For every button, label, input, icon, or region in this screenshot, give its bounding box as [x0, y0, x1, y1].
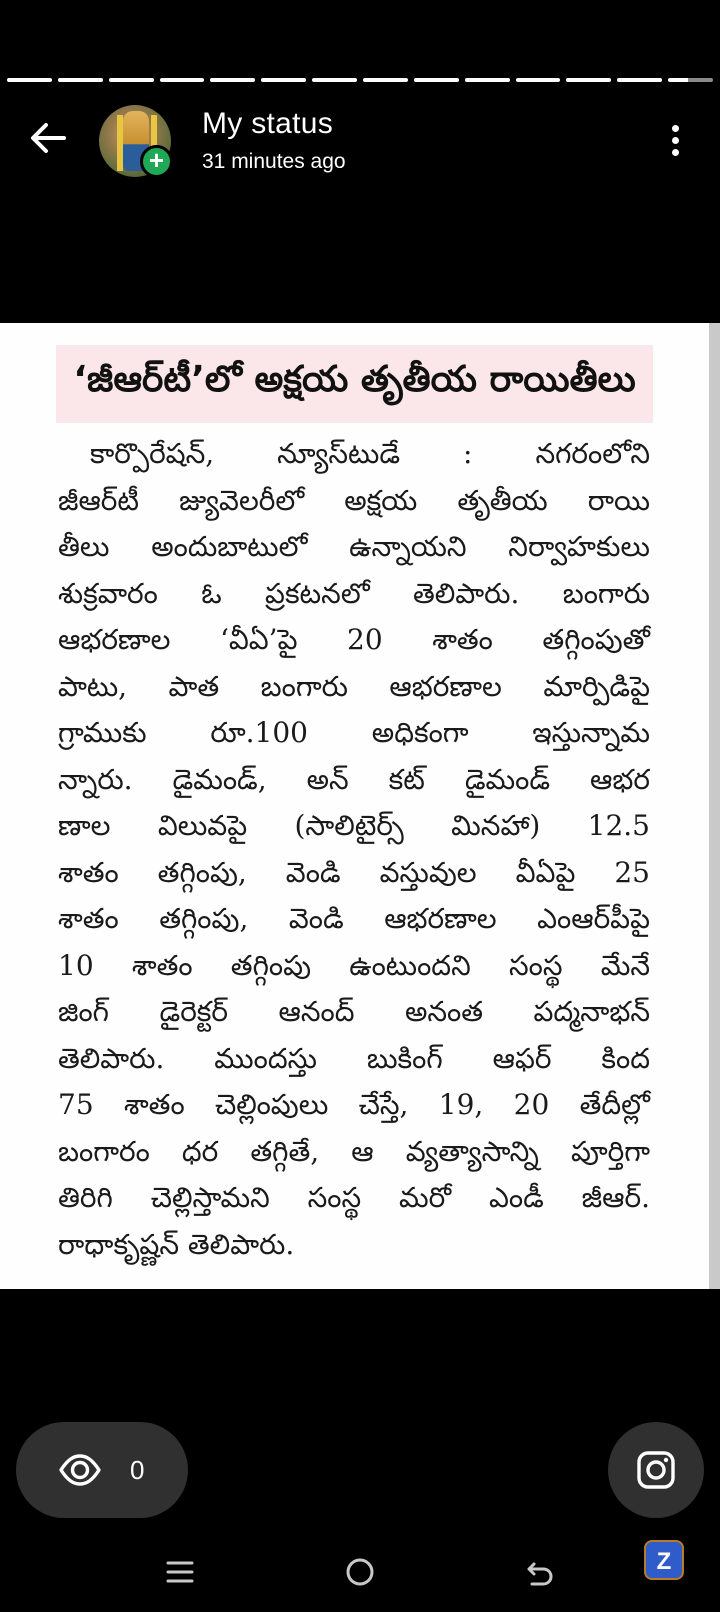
article-line: జీఆర్‌టీ జ్యువెలరీలో అక్షయ తృతీయ రాయి — [58, 483, 650, 517]
back-icon — [524, 1556, 556, 1588]
headline-box — [56, 345, 653, 423]
article-line: న్నారు. డైమండ్‌, అన్‌ కట్‌ డైమండ్‌ ఆభర — [58, 762, 650, 796]
progress-segment — [617, 78, 662, 82]
overlay-app-icon[interactable]: Z — [644, 1540, 684, 1580]
progress-segment — [566, 78, 611, 82]
add-status-icon[interactable]: + — [140, 145, 173, 178]
article-line: తెలిపారు. ముందస్తు బుకింగ్‌ ఆఫర్‌ కింద — [58, 1041, 650, 1075]
back-button[interactable] — [22, 112, 74, 164]
arrow-left-icon — [28, 118, 68, 158]
clipping-article — [58, 431, 650, 1268]
clipping-headline: ‘జీఆర్‌టీ’లో అక్షయ తృతీయ రాయితీలు — [73, 359, 636, 400]
progress-segment — [210, 78, 255, 82]
article-line: ఆభరణాల ‘వీఏ’పై 20 శాతం తగ్గింపుతో — [58, 623, 650, 656]
progress-segment — [261, 78, 306, 82]
article-line: గ్రాముకు రూ.100 అధికంగా ఇస్తున్నామ — [58, 716, 650, 749]
article-line: కార్పొరేషన్‌, న్యూస్‌టుడే : నగరంలోని — [90, 437, 650, 470]
progress-segment — [668, 78, 713, 82]
article-line: ణాల విలువపై (సాలిటైర్స్‌ మినహా) 12.5 — [58, 809, 650, 842]
status-title: My status — [202, 107, 334, 140]
status-timestamp: 31 minutes ago — [202, 150, 346, 173]
progress-segment — [516, 78, 561, 82]
progress-segment — [160, 78, 205, 82]
instagram-icon — [636, 1450, 676, 1490]
eye-icon — [58, 1448, 102, 1492]
home-icon — [344, 1556, 376, 1588]
status-progress-bar — [7, 78, 713, 83]
views-button[interactable] — [16, 1422, 188, 1518]
progress-segment — [363, 78, 408, 82]
recents-button[interactable] — [148, 1540, 212, 1604]
article-line: శుక్రవారం ఓ ప్రకటనలో తెలిపారు. బంగారు — [58, 576, 650, 610]
article-line: రాధాకృష్ణన్‌ తెలిపారు. — [58, 1227, 295, 1261]
back-nav-button[interactable] — [508, 1540, 572, 1604]
article-line: 75 శాతం చెల్లింపులు చేస్తే, 19, 20 తేదీల్లో — [58, 1088, 650, 1121]
more-options-icon[interactable] — [660, 118, 690, 162]
progress-segment — [7, 78, 52, 82]
article-line: బంగారం ధర తగ్గితే, ఆ వ్యత్యాసాన్ని పూర్తిగా — [58, 1134, 650, 1168]
article-line: తిరిగి చెల్లిస్తామని సంస్థ మరో ఎండీ జీఆర్‌. — [58, 1181, 650, 1214]
article-line: తీలు అందుబాటులో ఉన్నాయని నిర్వాహకులు — [58, 530, 650, 563]
progress-segment — [414, 78, 459, 82]
progress-segment — [465, 78, 510, 82]
system-navigation-bar — [0, 1540, 720, 1604]
article-line: జింగ్‌ డైరెక్టర్‌ ఆనంద్‌ అనంత పద్మనాభన్‌ — [58, 995, 650, 1028]
share-to-instagram-button[interactable] — [608, 1422, 704, 1518]
progress-segment — [58, 78, 103, 82]
article-line: పాటు, పాత బంగారు ఆభరణాల మార్పిడిపై — [58, 669, 650, 703]
home-button[interactable] — [328, 1540, 392, 1604]
status-image-newspaper-clipping — [0, 323, 720, 1289]
progress-segment — [312, 78, 357, 82]
article-line: 10 శాతం తగ్గింపు ఉంటుందని సంస్థ మేనే — [58, 948, 650, 982]
article-line: శాతం తగ్గింపు, వెండి ఆభరణాల ఎంఆర్‌పీపై — [58, 902, 650, 935]
progress-segment — [109, 78, 154, 82]
recents-icon — [166, 1558, 194, 1586]
article-line: శాతం తగ్గింపు, వెండి వస్తువుల వీఏపై 25 — [58, 855, 650, 889]
views-count: 0 — [130, 1454, 145, 1485]
